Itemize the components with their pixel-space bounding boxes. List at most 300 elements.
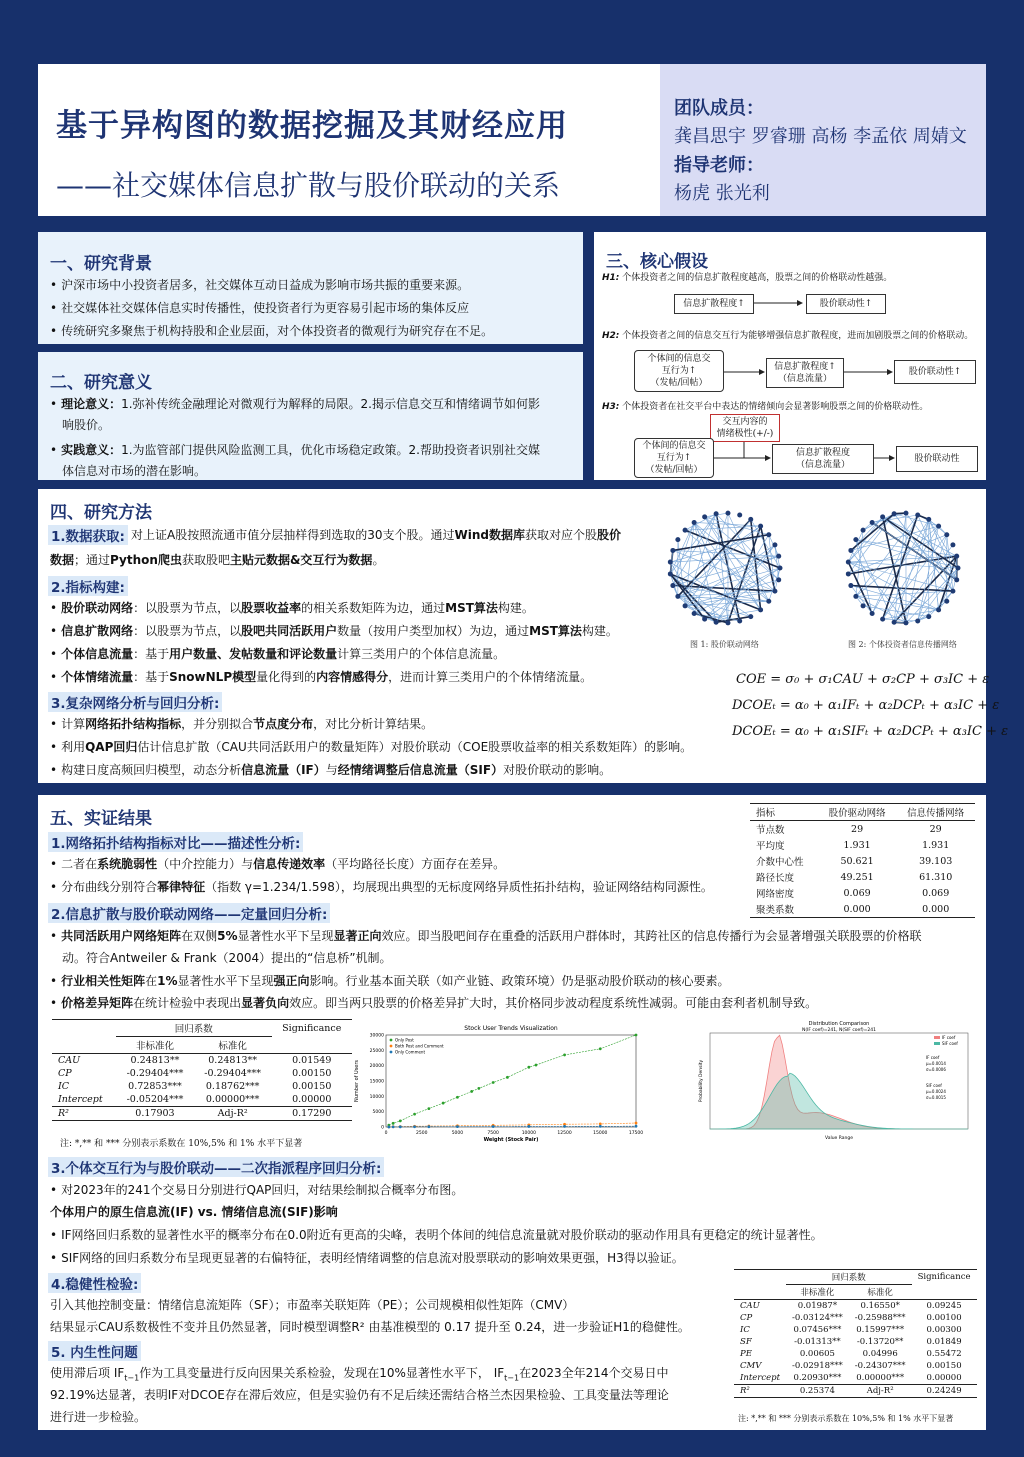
data-point <box>456 1096 459 1099</box>
m3-line <box>50 762 611 778</box>
text: 股票收益率 <box>241 601 302 615</box>
text: 信息扩散网络 <box>61 624 134 638</box>
table-cell: 节点数 <box>756 825 785 836</box>
data-point <box>635 1125 638 1128</box>
r1-line-1 <box>50 856 505 872</box>
table-cell <box>734 1285 786 1300</box>
network-node <box>936 524 941 529</box>
text: 估计信息扩散（CAU共同活跃用户的数量矩阵）对股价联动（COE股票收益率的相关系数矩阵）的影响。 <box>137 740 693 754</box>
fig1-caption: 图 1: 股价联动网络 <box>690 640 759 649</box>
box-text: 交互内容的 <box>722 417 768 427</box>
text: 效应。即当两只股票的价格差异扩大时，其价格同步波动程度系统性减弱。可能由套利者机制导致。 <box>289 996 818 1010</box>
table-cell: 路径长度 <box>756 873 795 884</box>
text: 构建。 <box>497 601 534 615</box>
network-node <box>936 607 941 612</box>
chart-title: Stock User Trends Visualization <box>464 1025 558 1032</box>
text: 行业相关性矩阵 <box>61 974 146 988</box>
text: 构建。 <box>581 624 618 638</box>
text: ：以股票为节点，以 <box>133 601 242 615</box>
data-point <box>527 1066 530 1069</box>
table-cell: SF <box>740 1337 752 1347</box>
box-price-linkage: 股价联动性↑ <box>806 294 886 314</box>
table-cell: 0.00100 <box>926 1313 962 1323</box>
table-cell: R² <box>58 1108 69 1119</box>
table-cell: 0.72853*** <box>128 1081 182 1092</box>
network-node <box>725 620 730 625</box>
network-node <box>870 520 875 525</box>
r1-line-2 <box>50 879 713 895</box>
text: t−1 <box>504 1373 520 1383</box>
page-title: 基于异构图的数据挖掘及其财经应用 <box>56 108 568 144</box>
table-cell: 0.16550* <box>860 1301 900 1311</box>
x-tick-label: 0 <box>384 1131 388 1136</box>
text: ；通过 <box>74 553 111 567</box>
table-cell: CP <box>58 1068 72 1079</box>
network-node <box>944 532 949 537</box>
s1-line-1 <box>131 527 621 543</box>
data-point <box>413 1125 416 1128</box>
table-cell: 0.00150 <box>292 1068 332 1079</box>
text: 数据 <box>50 553 75 567</box>
r3-line-2: 个体用户的原生信息流(IF) vs. 情绪信息流(SIF)影响 <box>50 1205 338 1219</box>
advisors: 杨虎 张光利 <box>674 183 770 204</box>
table-cell <box>52 1037 116 1054</box>
annotation: σ=0.0015 <box>926 1095 946 1100</box>
table-cell: 网络密度 <box>756 889 795 900</box>
network-node <box>915 618 920 623</box>
annotation: SIF coef <box>926 1083 942 1088</box>
data-point <box>392 1125 395 1128</box>
text: 股吧共同活跃用户 <box>241 624 338 638</box>
table-row <box>52 1107 352 1121</box>
box-interaction <box>634 350 724 392</box>
text: MST算法 <box>445 601 498 615</box>
data-point <box>563 1054 566 1057</box>
text: 价格差异矩阵 <box>61 996 134 1010</box>
legend-label: Only Post <box>395 1037 414 1043</box>
table-cell: IC <box>58 1081 70 1092</box>
results-r5: 5. 内生性问题 <box>48 1341 141 1361</box>
text: ，对比分析计算结果。 <box>313 717 434 731</box>
table-row <box>750 837 975 853</box>
table-cell: 0.01549 <box>292 1055 332 1066</box>
network-node <box>702 617 707 622</box>
text: ，进而计算三类用户的个体情绪流量。 <box>388 670 593 684</box>
table-cell: 0.069 <box>922 887 950 899</box>
text: 分布曲线分别符合 <box>61 880 158 894</box>
practice-line-2: 体信息对市场的潜在影响。 <box>62 464 207 478</box>
table-cell: 0.04996 <box>862 1349 898 1359</box>
table-cell: 介数中心性 <box>756 857 804 868</box>
table-cell: 0.09245 <box>926 1301 962 1311</box>
table-cell: 1.931 <box>843 839 871 851</box>
network-node <box>668 571 673 576</box>
text: ：基于 <box>133 670 170 684</box>
legend-marker <box>390 1051 393 1054</box>
text: QAP回归 <box>85 740 138 754</box>
table-cell: 0.07456*** <box>793 1325 842 1335</box>
table-cell: 0.24813** <box>208 1055 258 1066</box>
n4-line <box>50 669 592 685</box>
text: 经情绪调整后信息流量（SIF） <box>337 763 504 777</box>
network-node <box>848 583 853 588</box>
table-row <box>52 1067 352 1080</box>
results-r2: 2.信息扩散与股价联动网络——定量回归分析: <box>48 903 330 923</box>
practice-label: 实践意义： <box>61 443 122 457</box>
table-cell: 0.20930*** <box>793 1373 842 1383</box>
background-item: • 沪深市场中小投资者居多，社交媒体互动日益成为影响市场共振的重要来源。 <box>50 277 469 293</box>
table-row <box>734 1360 977 1372</box>
text: ：基于 <box>133 647 170 661</box>
data-point <box>535 1064 538 1067</box>
chart-title: Distribution Comparison <box>808 1021 870 1027</box>
hypotheses-panel <box>594 232 986 480</box>
text: 信息传递效率 <box>253 857 326 871</box>
results-heading: 五、实证结果 <box>50 809 152 829</box>
network-edge <box>705 517 779 580</box>
table-cell: 0.01849 <box>926 1337 962 1347</box>
legend-label: IF coef <box>942 1035 956 1040</box>
network-edge <box>872 522 957 579</box>
text: 利用 <box>61 740 86 754</box>
methods-s2: 2.指标构建: <box>48 576 128 596</box>
table-cell: Adj-R² <box>866 1386 894 1396</box>
network-node <box>956 566 961 571</box>
text: 量化得到的 <box>256 670 317 684</box>
table-cell: CMV <box>740 1361 762 1371</box>
network-node <box>880 514 885 519</box>
text: 效应。即当股吧间存在重叠的活跃用户群体时，其跨社区的信息传播行为会显著增强关联股票的价格联 <box>381 929 922 943</box>
r3-line-1: • 对2023年的241个交易日分别进行QAP回归，对结果绘制拟合概率分布图。 <box>50 1182 463 1198</box>
y-tick-label: 25000 <box>369 1048 384 1054</box>
text: 的相关系数矩阵为边，通过 <box>301 601 446 615</box>
hypotheses-heading: 三、核心假设 <box>606 252 708 272</box>
y-tick-label: 20000 <box>369 1064 384 1070</box>
h3-text <box>602 399 928 412</box>
r3-line-3: • IF网络回归系数的显著性水平的概率分布在0.0附近有更高的尖峰，表明个体间的纯信息流量就对股价联动的驱动作用具有更稳定的统计显著性。 <box>50 1227 823 1243</box>
legend-label: Both Post and Comment <box>395 1043 444 1049</box>
network-node <box>668 560 673 565</box>
text: 计算三类用户的个体信息流量。 <box>337 647 506 661</box>
text: 股价联动网络 <box>61 601 134 615</box>
r5-line-2: 92.19%达显著，表明IF对DCOE存在滞后效应，但是实验仍有不足后续还需结合格兰杰因果检验、工具变量法等理论 <box>50 1388 669 1402</box>
practice-text: 1.为监管部门提供风险监测工具，优化市场稳定政策。2.帮助投资者识别社交媒 <box>121 443 540 457</box>
h2-label: H2: <box>602 331 620 341</box>
table-cell: -0.29404*** <box>204 1068 262 1079</box>
data-point <box>427 1107 430 1110</box>
data-point <box>599 1047 602 1050</box>
text: 对上证A股按照流通市值分层抽样得到选取的30支个股。通过 <box>131 528 455 542</box>
table-row <box>750 821 975 838</box>
data-point <box>477 1087 480 1090</box>
theory-line <box>50 396 540 412</box>
table-cell: 0.24249 <box>926 1386 962 1396</box>
annotation: IF coef <box>926 1055 940 1060</box>
table-cell: 0.00300 <box>926 1325 962 1335</box>
box-text: （信息流量） <box>795 460 850 470</box>
x-axis-label: Value Range <box>824 1136 854 1141</box>
text: 显著性水平下呈现 <box>177 974 274 988</box>
page-subtitle: ——社交媒体信息扩散与股价联动的关系 <box>56 169 561 202</box>
significance-panel <box>38 352 583 480</box>
table-cell: -0.24307*** <box>854 1361 906 1371</box>
y-axis-label: Number of Users <box>354 1059 360 1103</box>
data-point <box>387 1126 390 1129</box>
data-point <box>492 1125 495 1128</box>
table-cell: 聚类系数 <box>756 905 795 916</box>
table-cell: 0.25374 <box>799 1386 835 1396</box>
text: ：以股票为节点，以 <box>133 624 242 638</box>
r2-line-2 <box>50 973 730 989</box>
network-node <box>950 542 955 547</box>
data-point <box>456 1125 459 1128</box>
network-node <box>758 524 763 529</box>
h1-body: 个体投资者之间的信息扩散程度越高，股票之间的价格联动性越强。 <box>622 273 893 283</box>
text: 获取对应个股 <box>524 528 597 542</box>
network-edge <box>856 515 918 596</box>
table-cell: 0.00000 <box>926 1373 962 1383</box>
box-sentiment <box>710 414 780 442</box>
y-axis-label: Probability Density <box>699 1059 704 1103</box>
text: 用户数量、发帖数量和评论数量 <box>169 647 338 661</box>
y-tick-label: 5000 <box>372 1110 384 1116</box>
network-node <box>926 517 931 522</box>
table-cell: -0.01313** <box>794 1337 841 1347</box>
network-node <box>892 511 897 516</box>
r2-line-3 <box>50 995 817 1011</box>
practice-line <box>50 442 540 458</box>
h2-text <box>602 328 973 341</box>
network-node <box>714 620 719 625</box>
text: 个体情绪流量 <box>61 670 134 684</box>
team-panel <box>660 64 986 216</box>
r5-line-1 <box>50 1365 669 1386</box>
table-row <box>750 885 975 901</box>
table-header: Significance <box>282 1022 342 1034</box>
background-item: • 社交媒体社交媒体信息实时传播性，使投资者行为更容易引起市场的集体反应 <box>50 300 469 316</box>
fig2-caption: 图 2: 个体投资者信息传播网络 <box>848 640 957 649</box>
data-point <box>492 1081 495 1084</box>
network-node <box>853 594 858 599</box>
data-point <box>442 1102 445 1105</box>
table-row <box>734 1372 977 1385</box>
h1-label: H1: <box>602 273 620 283</box>
annotation: μ=0.0014 <box>926 1061 946 1066</box>
network-node <box>944 599 949 604</box>
table-cell: 0.069 <box>843 887 871 899</box>
text: 在统计检验中表现出 <box>133 996 242 1010</box>
text: 显著负向 <box>241 996 290 1010</box>
robust-table <box>734 1269 977 1398</box>
table-cell: Intercept <box>740 1373 780 1383</box>
data-point <box>635 1034 638 1037</box>
table-header-row <box>734 1270 977 1285</box>
table-cell: 0.18762*** <box>205 1081 260 1092</box>
r2-line-1 <box>50 928 922 944</box>
network-node <box>692 520 697 525</box>
network-node <box>737 618 742 623</box>
table-row <box>734 1385 977 1398</box>
text: 节点度分布 <box>253 717 314 731</box>
table-cell: R² <box>740 1386 750 1396</box>
table-header-row <box>750 804 975 821</box>
network-node <box>954 554 959 559</box>
network-node <box>853 537 858 542</box>
text: 1% <box>157 974 178 988</box>
table-cell: 49.251 <box>840 871 874 883</box>
stock-user-trends-chart <box>350 1021 650 1151</box>
box-text: 互行为↑ <box>656 453 692 463</box>
annotation: μ=0.0024 <box>926 1089 946 1094</box>
x-tick-label: 12500 <box>557 1131 572 1136</box>
table-cell <box>734 1270 786 1285</box>
table-cell: 0.24813** <box>130 1055 180 1066</box>
equation-3: DCOEₜ = α₀ + α₁SIFₜ + α₂DCPₜ + α₃IC + ε <box>732 724 1009 739</box>
n3-line <box>50 646 505 662</box>
network-node <box>892 620 897 625</box>
network-node <box>880 617 885 622</box>
text: 网络拓扑结构指标 <box>85 717 182 731</box>
x-tick-label: 15000 <box>593 1131 608 1136</box>
methods-panel <box>38 489 1009 783</box>
data-point <box>413 1113 416 1116</box>
m1-line <box>50 716 433 732</box>
table-cell: 0.15997*** <box>856 1325 905 1335</box>
box-text: 个体间的信息交 <box>647 354 711 364</box>
text: 计算 <box>61 717 86 731</box>
y-tick-label: 10000 <box>369 1094 384 1100</box>
table-cell: 0.00000 <box>292 1094 332 1105</box>
m2-line <box>50 739 692 755</box>
data-point <box>427 1125 430 1128</box>
legend-marker <box>390 1039 393 1042</box>
text: 获取股吧 <box>181 553 230 567</box>
network-node <box>737 513 742 518</box>
table-cell: 0.00000*** <box>205 1094 260 1105</box>
equation-1: COE = σ₀ + σ₁CAU + σ₂CP + σ₃IC + ε <box>736 672 990 687</box>
box-text: 情绪极性(+/-) <box>716 429 774 439</box>
r2-line-1b: 动。符合Antweiler & Frank（2004）提出的“信息桥”机制。 <box>62 951 392 965</box>
n1-line <box>50 600 534 616</box>
network-node <box>748 614 753 619</box>
text: 与 <box>325 763 338 777</box>
table-cell: 50.621 <box>840 855 874 867</box>
network-node <box>692 611 697 616</box>
table-cell: 29 <box>929 823 942 835</box>
table-cell: -0.13720** <box>856 1337 904 1347</box>
text: 股价 <box>596 528 621 542</box>
text: t−1 <box>124 1373 140 1383</box>
network-node <box>846 560 851 565</box>
text: 对股价联动的影响。 <box>503 763 612 777</box>
table-cell: 0.17903 <box>135 1108 175 1119</box>
qap-table <box>52 1019 352 1121</box>
text: 在 <box>145 974 158 988</box>
text: 幂律特征 <box>157 880 206 894</box>
text: 主贴元数据&交互行为数据 <box>229 553 373 567</box>
text: 共同活跃用户网络矩阵 <box>61 929 182 943</box>
network-node <box>776 577 781 582</box>
n2-line <box>50 623 618 639</box>
table-cell: 0.000 <box>843 903 871 915</box>
box-text: 信息扩散程度 <box>795 448 850 458</box>
methods-heading: 四、研究方法 <box>50 503 152 523</box>
table-row <box>750 853 975 869</box>
network-node <box>670 583 675 588</box>
theory-label: 理论意义： <box>61 397 122 411</box>
table-cell: Intercept <box>58 1094 103 1105</box>
table-cell: CAU <box>740 1301 760 1311</box>
background-item: • 传统研究多聚焦于机构持股和企业层面，对个体投资者的微观行为研究存在不足。 <box>50 323 493 339</box>
h2-body: 个体投资者之间的信息交互行为能够增强信息扩散程度，进而加剧股票之间的价格联动。 <box>622 331 974 341</box>
network-edge <box>883 619 918 621</box>
table-cell: -0.29404*** <box>126 1068 184 1079</box>
box-text: 信息扩散程度↑ <box>774 362 836 372</box>
data-point <box>563 1125 566 1128</box>
text: 在2023全年214个交易日中 <box>519 1366 669 1380</box>
data-point <box>399 1125 402 1128</box>
box-text: （发帖/回帖） <box>645 465 703 475</box>
methods-s3: 3.复杂网络分析与回归分析: <box>48 692 222 712</box>
chart-subtitle: N(IF coef)=241, N(SIF coef)=241 <box>801 1028 877 1033</box>
legend-marker <box>390 1045 393 1048</box>
table-cell: -0.05204*** <box>126 1094 184 1105</box>
table-cell <box>52 1020 116 1037</box>
text: 在双侧 <box>181 929 218 943</box>
results-panel <box>38 795 986 1430</box>
network-edge <box>906 513 957 580</box>
methods-s1: 1.数据获取: <box>48 525 128 545</box>
text: 使用滞后项 IF <box>50 1366 125 1380</box>
table-header: Significance <box>917 1272 971 1283</box>
annotation: σ=0.0006 <box>926 1067 946 1072</box>
text: （指数 γ=1.234/1.598），均展现出典型的无标度网络异质性拓扑结构，验证网络结构同源性。 <box>205 880 713 894</box>
network-node <box>950 589 955 594</box>
x-tick-label: 17500 <box>628 1131 644 1136</box>
theory-line-2: 响股价。 <box>62 418 111 432</box>
theory-text: 1.弥补传统金融理论对微观行为解释的局限。2.揭示信息交互和情绪调节如何影 <box>121 397 540 411</box>
box-text: （信息流量） <box>777 374 832 384</box>
network-node <box>683 603 688 608</box>
s1-line-2 <box>50 552 384 568</box>
table-cell: 0.00605 <box>799 1349 835 1359</box>
table-cell: 0.000 <box>922 903 950 915</box>
network-node <box>675 594 680 599</box>
table-cell: IC <box>740 1325 750 1335</box>
table-header: 非标准化 <box>800 1288 835 1298</box>
text: 作为工具变量进行反向因果关系检验，发现在10%显著性水平下， IF <box>139 1366 505 1380</box>
network-node <box>766 599 771 604</box>
text: 。 <box>372 553 385 567</box>
table-cell: 0.00150 <box>926 1361 962 1371</box>
table-header-row <box>52 1037 352 1054</box>
text: ，并分别拟合 <box>181 717 254 731</box>
title-panel <box>38 64 660 216</box>
data-point <box>399 1119 402 1122</box>
table-cell: CP <box>740 1313 753 1323</box>
price-linkage-network-figure <box>650 505 800 635</box>
table-row <box>734 1348 977 1360</box>
text: 显著正向 <box>333 929 382 943</box>
data-point <box>506 1076 509 1079</box>
table-cell: -0.02918*** <box>792 1361 843 1371</box>
box-text: 互行为↑ <box>661 366 697 376</box>
network-node <box>758 607 763 612</box>
data-point <box>470 1090 473 1093</box>
text: 二者在 <box>61 857 98 871</box>
box-linkage2: 股价联动性↑ <box>894 360 976 384</box>
legend-marker <box>934 1042 940 1045</box>
